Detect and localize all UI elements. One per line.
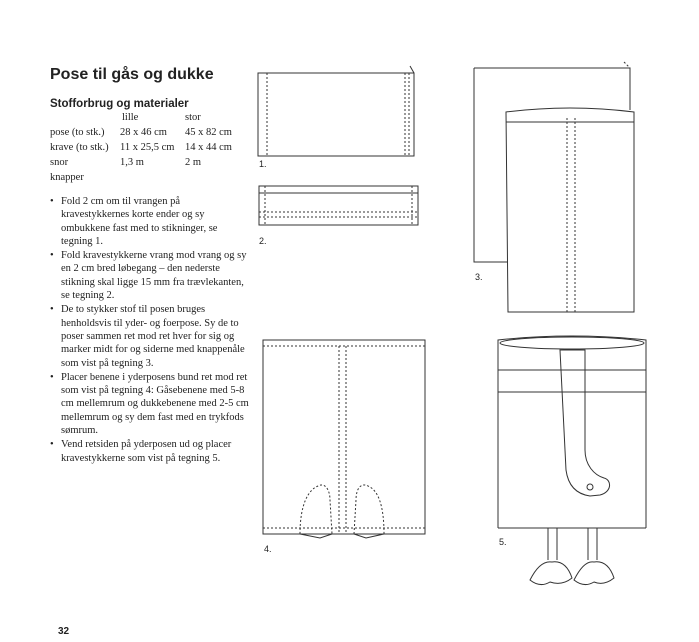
figure-label-1: 1.	[259, 159, 267, 169]
figure-label-2: 2.	[259, 236, 267, 246]
page-number: 32	[58, 626, 70, 637]
list-item: • Vend retsiden på yderposen ud og placer kravestykkerne som vist på tegning 5.	[50, 438, 250, 465]
figure-3-bags-drawing	[474, 62, 634, 312]
table-cell: 28 x 46 cm	[120, 127, 167, 138]
list-item: • De to stykker stof til posen bruges henholdsvis til yder- og foerpose. Sy de to poser sammen ret mod ret hver for sig og marker midt for og siderne med knappenåle som vist på tegning 3.	[50, 303, 250, 369]
page-title: Pose til gås og dukke	[50, 66, 214, 83]
figure-4-legs-placement-drawing	[263, 340, 425, 538]
list-item: • Placer benene i yderposens bund ret mod ret som vist på tegning 4: Gåsebenene med 5-8 cm mellemrum og dukkebenene med 2-5 cm mellemrum og sy dem fast med en trykfods sømrum.	[50, 371, 250, 437]
table-cell: krave (to stk.)	[50, 142, 109, 153]
materials-heading: Stofforbrug og materialer	[50, 98, 189, 110]
table-cell: 2 m	[185, 157, 202, 168]
figure-label-3: 3.	[475, 272, 483, 282]
figure-label-4: 4.	[264, 544, 272, 554]
list-item: • Fold kravestykkerne vrang mod vrang og sy en 2 cm bred løbegang – den nederste stikning skal ligge 15 mm fra trævlekanten, se tegning 2.	[50, 249, 250, 302]
figure-1-collar-drawing	[258, 66, 414, 156]
table-cell: 14 x 44 cm	[185, 142, 232, 153]
table-cell: snor	[50, 157, 69, 168]
table-cell: 11 x 25,5 cm	[120, 142, 175, 153]
list-item: • Fold 2 cm om til vrangen på kravestykkernes korte ender og sy ombukkene fast med to stikninger, se tegning 1.	[50, 195, 250, 248]
figure-label-5: 5.	[499, 537, 507, 547]
table-cell: knapper	[50, 172, 84, 183]
column-header-small: lille	[122, 112, 139, 123]
figure-5-goose-bag-drawing	[498, 336, 646, 585]
table-cell: pose (to stk.)	[50, 127, 105, 138]
figure-2-casing-drawing	[259, 186, 418, 225]
table-cell: 1,3 m	[120, 157, 144, 168]
table-cell: 45 x 82 cm	[185, 127, 232, 138]
column-header-large: stor	[185, 112, 201, 123]
